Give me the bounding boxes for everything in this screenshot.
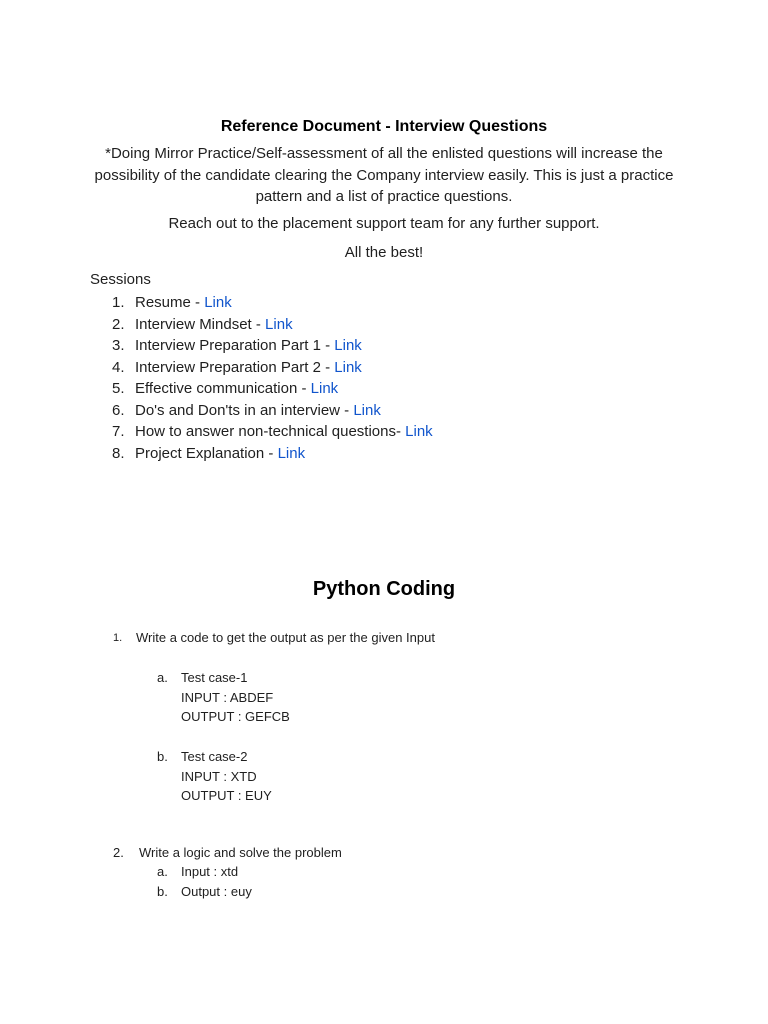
test-case-title: Test case-2 [181,749,248,764]
test-case-output: OUTPUT : EUY [181,788,272,803]
session-item [90,292,433,314]
session-number: 1. [112,294,125,311]
sessions-list [90,292,433,464]
session-link-resume[interactable]: Link [204,294,232,311]
reach-out-line: Reach out to the placement support team for any further support. [168,215,600,232]
sessions-label: Sessions [90,271,151,288]
session-item [90,335,433,357]
test-case-letter: a. [157,670,168,685]
session-number: 7. [112,423,125,440]
sub-item-text: Input : xtd [181,864,239,879]
sub-item-letter: a. [157,864,168,879]
session-link-dos-and-donts[interactable]: Link [353,401,381,419]
session-item [90,378,433,400]
document-title: Reference Document - Interview Questions [220,118,548,135]
session-link-project-explanation[interactable]: Link [277,444,306,462]
test-case-output: OUTPUT : GEFCB [181,709,290,724]
sub-item-text: Output : euy [181,884,252,899]
session-link-effective-communication[interactable]: Link [310,380,339,397]
session-number: 5. [112,380,125,397]
test-case-letter: b. [157,749,168,764]
test-case-input: INPUT : ABDEF [181,689,274,705]
session-link-interview-mindset[interactable]: Link [265,315,293,333]
session-item [90,421,433,443]
session-item [90,314,433,336]
session-number: 2. [112,315,125,333]
session-text: Project Explanation - [135,444,278,462]
session-number: 8. [112,444,125,462]
session-item [90,400,433,422]
session-link-prep-part-1[interactable]: Link [334,337,362,354]
session-text: How to answer non-technical questions- [135,423,406,440]
question-text: Write a logic and solve the problem [139,845,342,860]
test-case-input: INPUT : XTD [181,768,257,784]
session-link-prep-part-2[interactable]: Link [334,358,362,376]
session-number: 4. [112,358,125,376]
session-item [90,443,433,465]
question-number: 1. [113,632,123,644]
python-coding-heading: Python Coding [312,578,456,600]
session-number: 3. [112,337,125,354]
session-text: Interview Preparation Part 1 - [135,337,335,354]
session-link-non-technical[interactable]: Link [405,423,433,440]
all-the-best-line: All the best! [344,244,424,261]
test-case-title: Test case-1 [181,670,248,685]
session-text: Effective communication - [135,380,311,397]
sub-item-letter: b. [157,884,168,899]
intro-paragraph: *Doing Mirror Practice/Self-assessment of all the enlisted questions will increase the possibility of the candidate clearing the Company interview easily. This is just a practice pattern and a list of practice questions. [94,145,674,205]
session-text: Resume - [135,294,205,311]
question-text: Write a code to get the output as per the given Input [136,630,435,645]
session-number: 6. [112,401,125,419]
session-text: Interview Mindset - [135,315,266,333]
session-text: Interview Preparation Part 2 - [135,358,335,376]
session-text: Do's and Don'ts in an interview - [135,401,354,419]
question-number: 2. [113,845,124,860]
session-item [90,357,433,379]
